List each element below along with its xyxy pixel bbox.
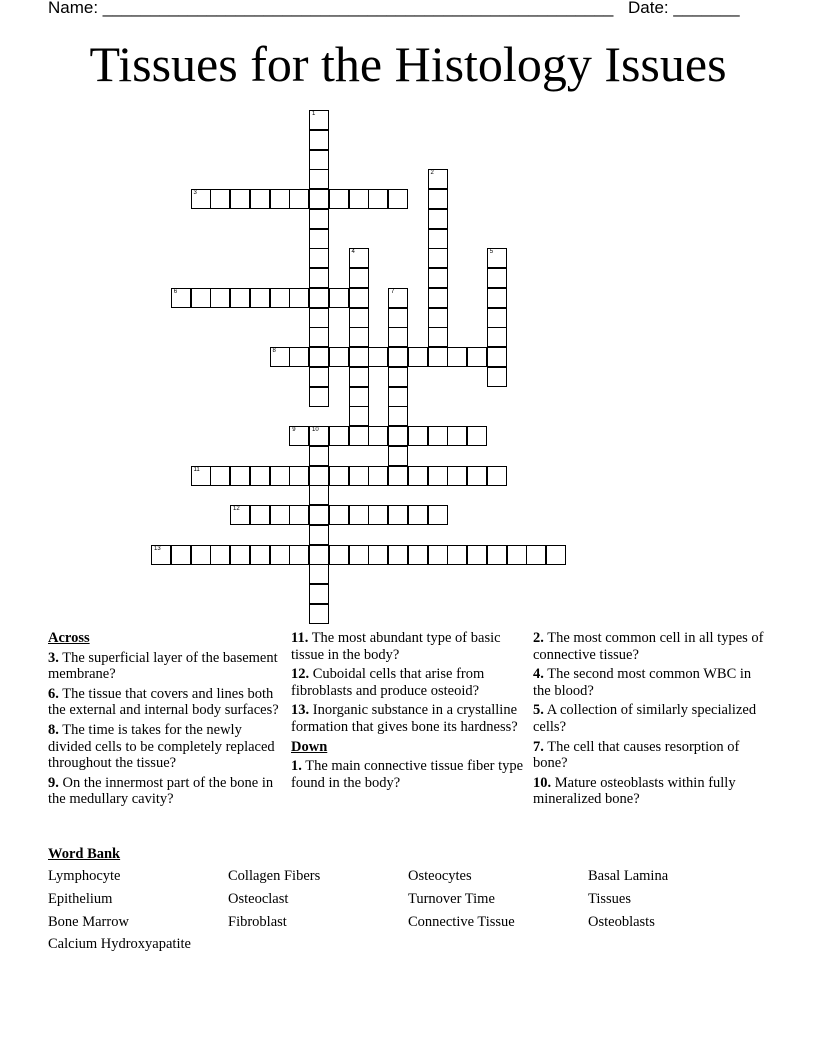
crossword-cell[interactable] [487, 347, 507, 367]
word-bank-item: Basal Lamina [588, 868, 669, 884]
clue-number: 5 [489, 249, 494, 256]
crossword-cell[interactable] [171, 545, 191, 565]
clue-number: 10 [312, 427, 319, 433]
clue-number: 8 [272, 348, 276, 354]
crossword-cell[interactable] [309, 169, 329, 189]
word-bank-item: Osteoclast [228, 891, 289, 907]
clue-down-10: 10. Mature osteoblasts within fully mineralized bone? [533, 774, 736, 808]
crossword-cell[interactable] [388, 446, 408, 466]
crossword-cell[interactable] [349, 288, 369, 308]
crossword-cell[interactable] [210, 545, 230, 565]
crossword-cell[interactable] [349, 505, 369, 525]
crossword-cell[interactable] [191, 466, 211, 486]
clue-across-9: 9. On the innermost part of the bone in the medullary cavity? [48, 774, 274, 808]
clue-number: 7 [391, 288, 395, 295]
clue-number: 2 [430, 170, 434, 177]
crossword-cell[interactable] [388, 466, 408, 486]
crossword-cell[interactable] [447, 466, 467, 486]
crossword-cell[interactable] [329, 288, 349, 308]
crossword-cell[interactable] [230, 466, 250, 486]
crossword-cell[interactable] [329, 426, 349, 446]
crossword-cell[interactable] [191, 288, 211, 308]
crossword-cell[interactable] [388, 406, 408, 426]
word-bank-item: Bone Marrow [48, 914, 129, 930]
crossword-cell[interactable] [309, 525, 329, 545]
crossword-cell[interactable] [487, 268, 507, 288]
crossword-cell[interactable] [428, 209, 448, 229]
crossword-cell[interactable] [250, 545, 270, 565]
crossword-cell[interactable] [329, 466, 349, 486]
crossword-cell[interactable] [329, 505, 349, 525]
crossword-cell[interactable] [388, 387, 408, 407]
crossword-cell[interactable] [388, 347, 408, 367]
crossword-cell[interactable] [230, 505, 250, 525]
crossword-cell[interactable] [230, 189, 250, 209]
crossword-cell[interactable] [270, 189, 290, 209]
clue-number: 4 [351, 249, 355, 256]
crossword-cell[interactable] [309, 347, 329, 367]
crossword-cell[interactable] [388, 505, 408, 525]
word-bank-item: Collagen Fibers [228, 868, 321, 884]
crossword-cell[interactable] [309, 584, 329, 604]
word-bank-item: Lymphocyte [48, 868, 121, 884]
crossword-cell[interactable] [349, 367, 369, 387]
word-bank-item: Fibroblast [228, 914, 287, 930]
crossword-cell[interactable] [309, 130, 329, 150]
crossword-cell[interactable] [309, 564, 329, 584]
crossword-cell[interactable] [309, 209, 329, 229]
crossword-cell[interactable] [349, 308, 369, 328]
word-bank-item: Osteocytes [408, 868, 472, 884]
clue-across-13: 13. Inorganic substance in a crystalline formation that gives bone its hardness? [291, 702, 518, 735]
crossword-cell[interactable] [428, 308, 448, 328]
crossword-cell[interactable] [408, 545, 428, 565]
crossword-cell[interactable] [230, 545, 250, 565]
crossword-cell[interactable] [289, 545, 309, 565]
crossword-cell[interactable] [428, 347, 448, 367]
name-field[interactable]: Name: ______________________________________________________ [48, 0, 614, 17]
crossword-cell[interactable] [507, 545, 527, 565]
crossword-cell[interactable] [329, 545, 349, 565]
crossword-cell[interactable] [368, 426, 388, 446]
crossword-cell[interactable] [349, 189, 369, 209]
crossword-cell[interactable] [408, 505, 428, 525]
clue-down-4: 4. The second most common WBC in the blood? [533, 666, 752, 699]
word-bank-heading: Word Bank [48, 846, 121, 862]
crossword-cell[interactable] [309, 327, 329, 347]
crossword-cell[interactable] [250, 505, 270, 525]
crossword-cell[interactable] [447, 426, 467, 446]
crossword-cell[interactable] [388, 327, 408, 347]
crossword-cell[interactable] [289, 347, 309, 367]
crossword-cell[interactable] [289, 288, 309, 308]
clue-across-6: 6. The tissue that covers and lines both the external and internal body surfaces? [48, 685, 279, 719]
crossword-cell[interactable] [270, 505, 290, 525]
crossword-cell[interactable] [210, 288, 230, 308]
crossword-cell[interactable] [151, 545, 171, 565]
crossword-cell[interactable] [250, 189, 270, 209]
crossword-cell[interactable] [368, 545, 388, 565]
word-bank-item: Calcium Hydroxyapatite [48, 936, 191, 952]
crossword-cell[interactable] [349, 466, 369, 486]
crossword-cell[interactable] [309, 466, 329, 486]
crossword-cell[interactable] [270, 347, 290, 367]
crossword-cell[interactable] [388, 367, 408, 387]
clue-down-1: 1. The main connective tissue fiber type found in the body? [291, 758, 524, 791]
crossword-cell[interactable] [467, 347, 487, 367]
crossword-cell[interactable] [368, 189, 388, 209]
crossword-cell[interactable] [368, 347, 388, 367]
crossword-cell[interactable] [349, 406, 369, 426]
crossword-cell[interactable] [309, 229, 329, 249]
crossword-cell[interactable] [289, 466, 309, 486]
clue-down-7: 7. The cell that causes resorption of bone? [533, 738, 740, 772]
crossword-cell[interactable] [428, 169, 448, 189]
crossword-cell[interactable] [309, 426, 329, 446]
clue-number: 3 [193, 190, 197, 196]
clue-down-5: 5. A collection of similarly specialized cells? [533, 702, 757, 735]
clue-number: 1 [312, 111, 316, 117]
crossword-cell[interactable] [309, 446, 329, 466]
crossword-cell[interactable] [171, 288, 191, 308]
crossword-cell[interactable] [546, 545, 566, 565]
crossword-cell[interactable] [309, 248, 329, 268]
clue-across-11: 11. The most abundant type of basic tissue in the body? [291, 630, 501, 663]
crossword-cell[interactable] [270, 545, 290, 565]
crossword-cell[interactable] [309, 150, 329, 170]
crossword-cell[interactable] [309, 485, 329, 505]
crossword-cell[interactable] [428, 426, 448, 446]
crossword-cell[interactable] [349, 347, 369, 367]
crossword-cell[interactable] [289, 426, 309, 446]
crossword-cell[interactable] [349, 268, 369, 288]
crossword-cell[interactable] [309, 545, 329, 565]
crossword-cell[interactable] [428, 189, 448, 209]
crossword-cell[interactable] [349, 545, 369, 565]
crossword-cell[interactable] [408, 466, 428, 486]
crossword-cell[interactable] [309, 387, 329, 407]
crossword-cell[interactable] [349, 387, 369, 407]
word-bank-item: Osteoblasts [588, 914, 655, 930]
crossword-cell[interactable] [309, 288, 329, 308]
crossword-cell[interactable] [388, 189, 408, 209]
crossword-cell[interactable] [408, 426, 428, 446]
word-bank-item: Epithelium [48, 891, 113, 907]
crossword-cell[interactable] [487, 248, 507, 268]
crossword-cell[interactable] [349, 426, 369, 446]
crossword-cell[interactable] [191, 545, 211, 565]
crossword-cell[interactable] [388, 426, 408, 446]
clue-number: 12 [233, 506, 240, 512]
crossword-cell[interactable] [428, 545, 448, 565]
crossword-cell[interactable] [309, 268, 329, 288]
crossword-cell[interactable] [388, 308, 408, 328]
crossword-cell[interactable] [329, 189, 349, 209]
crossword-cell[interactable] [210, 466, 230, 486]
crossword-cell[interactable] [368, 505, 388, 525]
crossword-cell[interactable] [467, 466, 487, 486]
down-heading: Down [291, 738, 328, 755]
crossword-cell[interactable] [487, 466, 507, 486]
crossword-cell[interactable] [270, 288, 290, 308]
crossword-cell[interactable] [250, 466, 270, 486]
clue-number: 13 [154, 545, 161, 552]
crossword-cell[interactable] [467, 545, 487, 565]
crossword-cell[interactable] [408, 347, 428, 367]
clues-column-1 [48, 630, 283, 811]
crossword-cell[interactable] [289, 189, 309, 209]
clues-column-2 [291, 630, 526, 794]
crossword-cell[interactable] [487, 545, 507, 565]
crossword-cell[interactable] [388, 288, 408, 308]
crossword-cell[interactable] [388, 545, 408, 565]
crossword-cell[interactable] [191, 189, 211, 209]
across-heading: Across [48, 630, 90, 646]
crossword-cell[interactable] [428, 505, 448, 525]
clue-number: 6 [173, 288, 178, 295]
clue-across-12: 12. Cuboidal cells that arise from fibroblasts and produce osteoid? [291, 666, 485, 699]
crossword-cell[interactable] [250, 288, 270, 308]
crossword-cell[interactable] [428, 327, 448, 347]
page-title: Tissues for the Histology Issues [89, 36, 727, 92]
crossword-cell[interactable] [487, 308, 507, 328]
crossword-cell[interactable] [467, 426, 487, 446]
clue-number: 9 [292, 427, 296, 433]
word-bank-item: Connective Tissue [408, 914, 515, 930]
crossword-cell[interactable] [230, 288, 250, 308]
word-bank-item: Tissues [588, 891, 631, 907]
crossword-cell[interactable] [270, 466, 290, 486]
crossword-cell[interactable] [428, 229, 448, 249]
clue-across-8: 8. The time is takes for the newly divided cells to be completely replaced throughout the tissue? [48, 721, 275, 772]
crossword-cell[interactable] [289, 505, 309, 525]
crossword-cell[interactable] [428, 248, 448, 268]
crossword-cell[interactable] [447, 545, 467, 565]
crossword-cell[interactable] [329, 347, 349, 367]
crossword-cell[interactable] [428, 466, 448, 486]
crossword-cell[interactable] [309, 189, 329, 209]
crossword-cell[interactable] [428, 268, 448, 288]
crossword-cell[interactable] [428, 288, 448, 308]
crossword-cell[interactable] [349, 327, 369, 347]
crossword-cell[interactable] [487, 288, 507, 308]
crossword-cell[interactable] [487, 327, 507, 347]
crossword-cell[interactable] [447, 347, 467, 367]
clue-number: 11 [193, 466, 200, 473]
clues-column-3 [533, 630, 768, 811]
crossword-cell[interactable] [368, 466, 388, 486]
crossword-cell[interactable] [210, 189, 230, 209]
date-field[interactable]: Date: _______ [628, 0, 740, 17]
crossword-cell[interactable] [349, 248, 369, 268]
crossword-cell[interactable] [309, 604, 329, 624]
word-bank-item: Turnover Time [408, 891, 495, 907]
clue-across-3: 3. The superficial layer of the basement membrane? [48, 649, 278, 683]
crossword-cell[interactable] [309, 308, 329, 328]
crossword-cell[interactable] [309, 505, 329, 525]
crossword-cell[interactable] [309, 367, 329, 387]
crossword-cell[interactable] [526, 545, 546, 565]
crossword-cell[interactable] [309, 110, 329, 130]
clue-down-2: 2. The most common cell in all types of connective tissue? [533, 630, 764, 663]
crossword-cell[interactable] [487, 367, 507, 387]
